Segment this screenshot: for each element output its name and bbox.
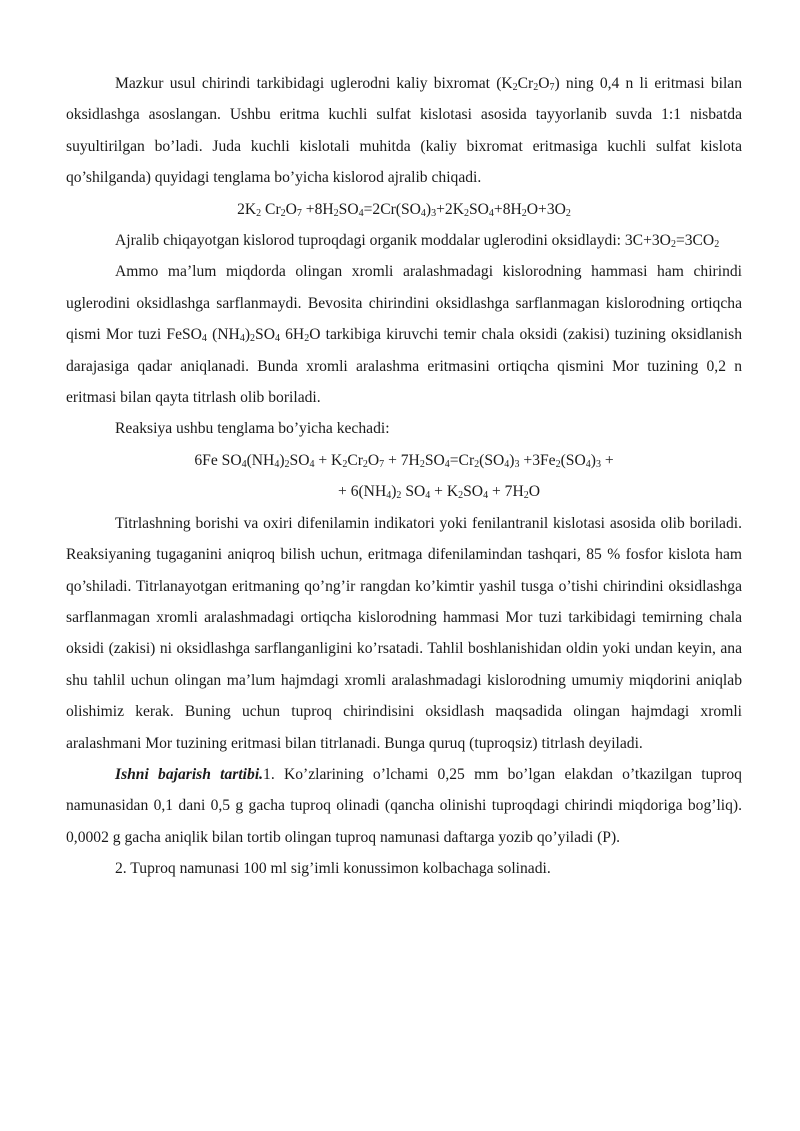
paragraph-reaction-intro: Reaksiya ushbu tenglama bo’yicha kechadi: — [115, 420, 390, 438]
paragraph-excess-oxygen: Ammo ma’lum miqdorda olingan xromli aralashmadagi kislorodning hammasi ham chirindi uglerodini oksidlashga sarflanmaydi. Bevosita chirindini oksidlashga sarflanmagan kislorodning ortiqcha qismi Mor tuzi FeSO$_4$ $(NH_4)_2SO_4$ $6H_2O$ tarkibiga kiruvchi temir chala oksidi (zakisi) tuzining oksidlanish darajasiga qadar aniqlanadi. Bunda xromli aralashma eritmasini ortiqcha qismini Mor tuzining 0,2 n eritmasi bilan qayta titrlash olib boriladi. — [66, 263, 742, 407]
procedure-heading: Ishni bajarish tartibi. — [115, 765, 264, 783]
equation-titration-line-2: + $6(NH_4)_2$ $SO_4 + K_2SO_4 + 7H_2O$ — [338, 483, 540, 502]
paragraph-oxygen-oxidation: Ajralib chiqayotgan kislorod tuproqdagi organik moddalar uglerodini oksidlaydi: $3C+3O_2=3CO_2$ — [115, 232, 720, 251]
equation-titration-line-1: 6Fe $SO_4(NH_4)_2SO_4 + K_2Cr_2O_7 + 7H_2SO_4=Cr_2(SO_4)_3 +3Fe_2(SO_4)_3$ + — [194, 451, 614, 470]
equation-dichromate: $2K_2$ $Cr_2O_7 +8H_2SO_4=2Cr(SO_4)_3+2K_2SO_4+8H_2O+3O_2$ — [237, 200, 571, 219]
paragraph-method-intro: Mazkur usul chirindi tarkibidagi uglerodni kaliy bixromat $(K_2Cr_2O_7)$ ning 0,4 n li eritmasi bilan oksidlashga asoslangan. Ushbu eritma kuchli sulfat kislotasi asosida tayyorlanib suvda 1:1 nisbatda suyultirilgan bo’ladi. Juda kuchli kislotali muhitda (kaliy bixromat eritmasiga kuchli sulfat kislota qo’shilganda) quyidagi tenglama bo’yicha kislorod ajralib chiqadi. — [66, 75, 743, 187]
paragraph-procedure-step-2: 2. Tuproq namunasi 100 ml sig’imli konussimon kolbachaga solinadi. — [115, 860, 551, 878]
document-page — [66, 68, 742, 885]
paragraph-titration-indicator: Titrlashning borishi va oxiri difenilamin indikatori yoki fenilantranil kislotasi asosida olib boriladi. Reaksiyaning tugaganini aniqroq bilish uchun, eritmaga difenilamindan tashqari, 85 % fosfor kislota ham qo’shiladi. Titrlanayotgan eritmaning qo’ng’ir rangdan ko’kimtir yashil tusga o’tishi chirindini oksidlashga sarflanmagan xromli aralashmadagi ortiqcha kislorodning hammasi Mor tuzi tarkibidagi temirning chala oksidi (zakisi) ni oksidlashga sarflanganligini ko’rsatadi. Tahlil boshlanishidan oldin yoki undan keyin, ana shu tahlil uchun olingan ma’lum hajmdagi xromli aralashmadagi kislorodning umumiy miqdorini aniqlab olishimiz kerak. Buning uchun tuproq chirindisini oksidlash maqsadida olingan hajmdagi xromli aralashmani Mor tuzining eritmasi bilan titrlanadi. Bunga quruq (tuproqsiz) titrlash deyiladi. — [66, 514, 742, 752]
paragraph-procedure-step-1: Ishni bajarish tartibi.1. Ko’zlarining o’lchami 0,25 mm bo’lgan elakdan o’tkazilgan tuproq namunasidan 0,1 dani 0,5 g gacha tuproq olinadi (qancha olinishi tuproqdagi chirindi miqdoriga bog’liq). 0,0002 g gacha aniqlik bilan tortib olingan tuproq namunasi daftarga yozib qo’yiladi (P). — [66, 765, 742, 846]
